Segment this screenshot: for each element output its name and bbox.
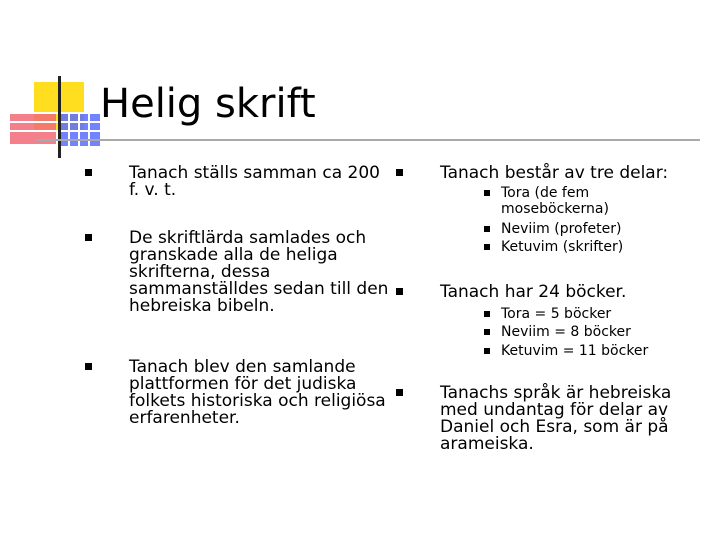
sub-bullet-ketuvim: [501, 239, 701, 255]
bullet-marker: [484, 244, 490, 250]
title-underline-rule: [36, 139, 700, 141]
bullet-marker: [484, 190, 490, 196]
right-bullet-delar-text: Tanach består av tre delar:: [440, 163, 669, 183]
bullet-marker: [484, 329, 490, 335]
bullet-marker: [396, 169, 403, 176]
sub-bullet-neviim-count: [501, 324, 701, 340]
sub-bullet-neviim-text: Neviim (profeter): [501, 221, 622, 237]
right-bullet-sprak: [440, 385, 690, 453]
bullet-marker: [85, 234, 92, 241]
right-bullet-sprak-text: Tanachs språk är hebreiska med undantag för delar av Daniel och Esra, som är på arameiska.: [440, 383, 672, 454]
left-bullet-1: [129, 165, 391, 199]
left-bullet-2-text: De skriftlärda samlades och granskade alla de heliga skrifterna, dessa sammanställdes sedan till den hebreiska bibeln.: [129, 228, 389, 316]
right-bullet-bocker: [440, 284, 700, 301]
left-bullet-3-text: Tanach blev den samlande plattformen för det judiska folkets historiska och religiösa erfarenheter.: [129, 357, 386, 428]
sub-bullet-neviim-count-text: Neviim = 8 böcker: [501, 324, 631, 340]
title-vertical-rule: [58, 76, 61, 158]
left-bullet-1-text: Tanach ställs samman ca 200 f. v. t.: [129, 163, 380, 200]
left-bullet-2: [129, 230, 391, 315]
sub-bullet-tora-count: [501, 306, 701, 322]
bullet-marker: [484, 311, 490, 317]
bullet-marker: [85, 363, 92, 370]
bullet-marker: [484, 226, 490, 232]
sub-bullet-neviim: [501, 221, 701, 237]
sub-bullet-ketuvim-text: Ketuvim (skrifter): [501, 239, 624, 255]
sub-bullet-tora-text: Tora (de fem moseböckerna): [501, 185, 609, 217]
left-bullet-3: [129, 359, 391, 427]
slide-title: Helig skrift: [100, 81, 316, 127]
bullet-marker: [396, 288, 403, 295]
sub-bullet-tora-count-text: Tora = 5 böcker: [501, 306, 612, 322]
right-bullet-delar: [440, 165, 700, 182]
sub-bullet-ketuvim-count-text: Ketuvim = 11 böcker: [501, 343, 649, 359]
right-bullet-bocker-text: Tanach har 24 böcker.: [440, 282, 627, 302]
sub-bullet-tora: [501, 185, 641, 217]
bullet-marker: [484, 348, 490, 354]
bullet-marker: [85, 169, 92, 176]
bullet-marker: [396, 389, 403, 396]
sub-bullet-ketuvim-count: [501, 343, 701, 359]
